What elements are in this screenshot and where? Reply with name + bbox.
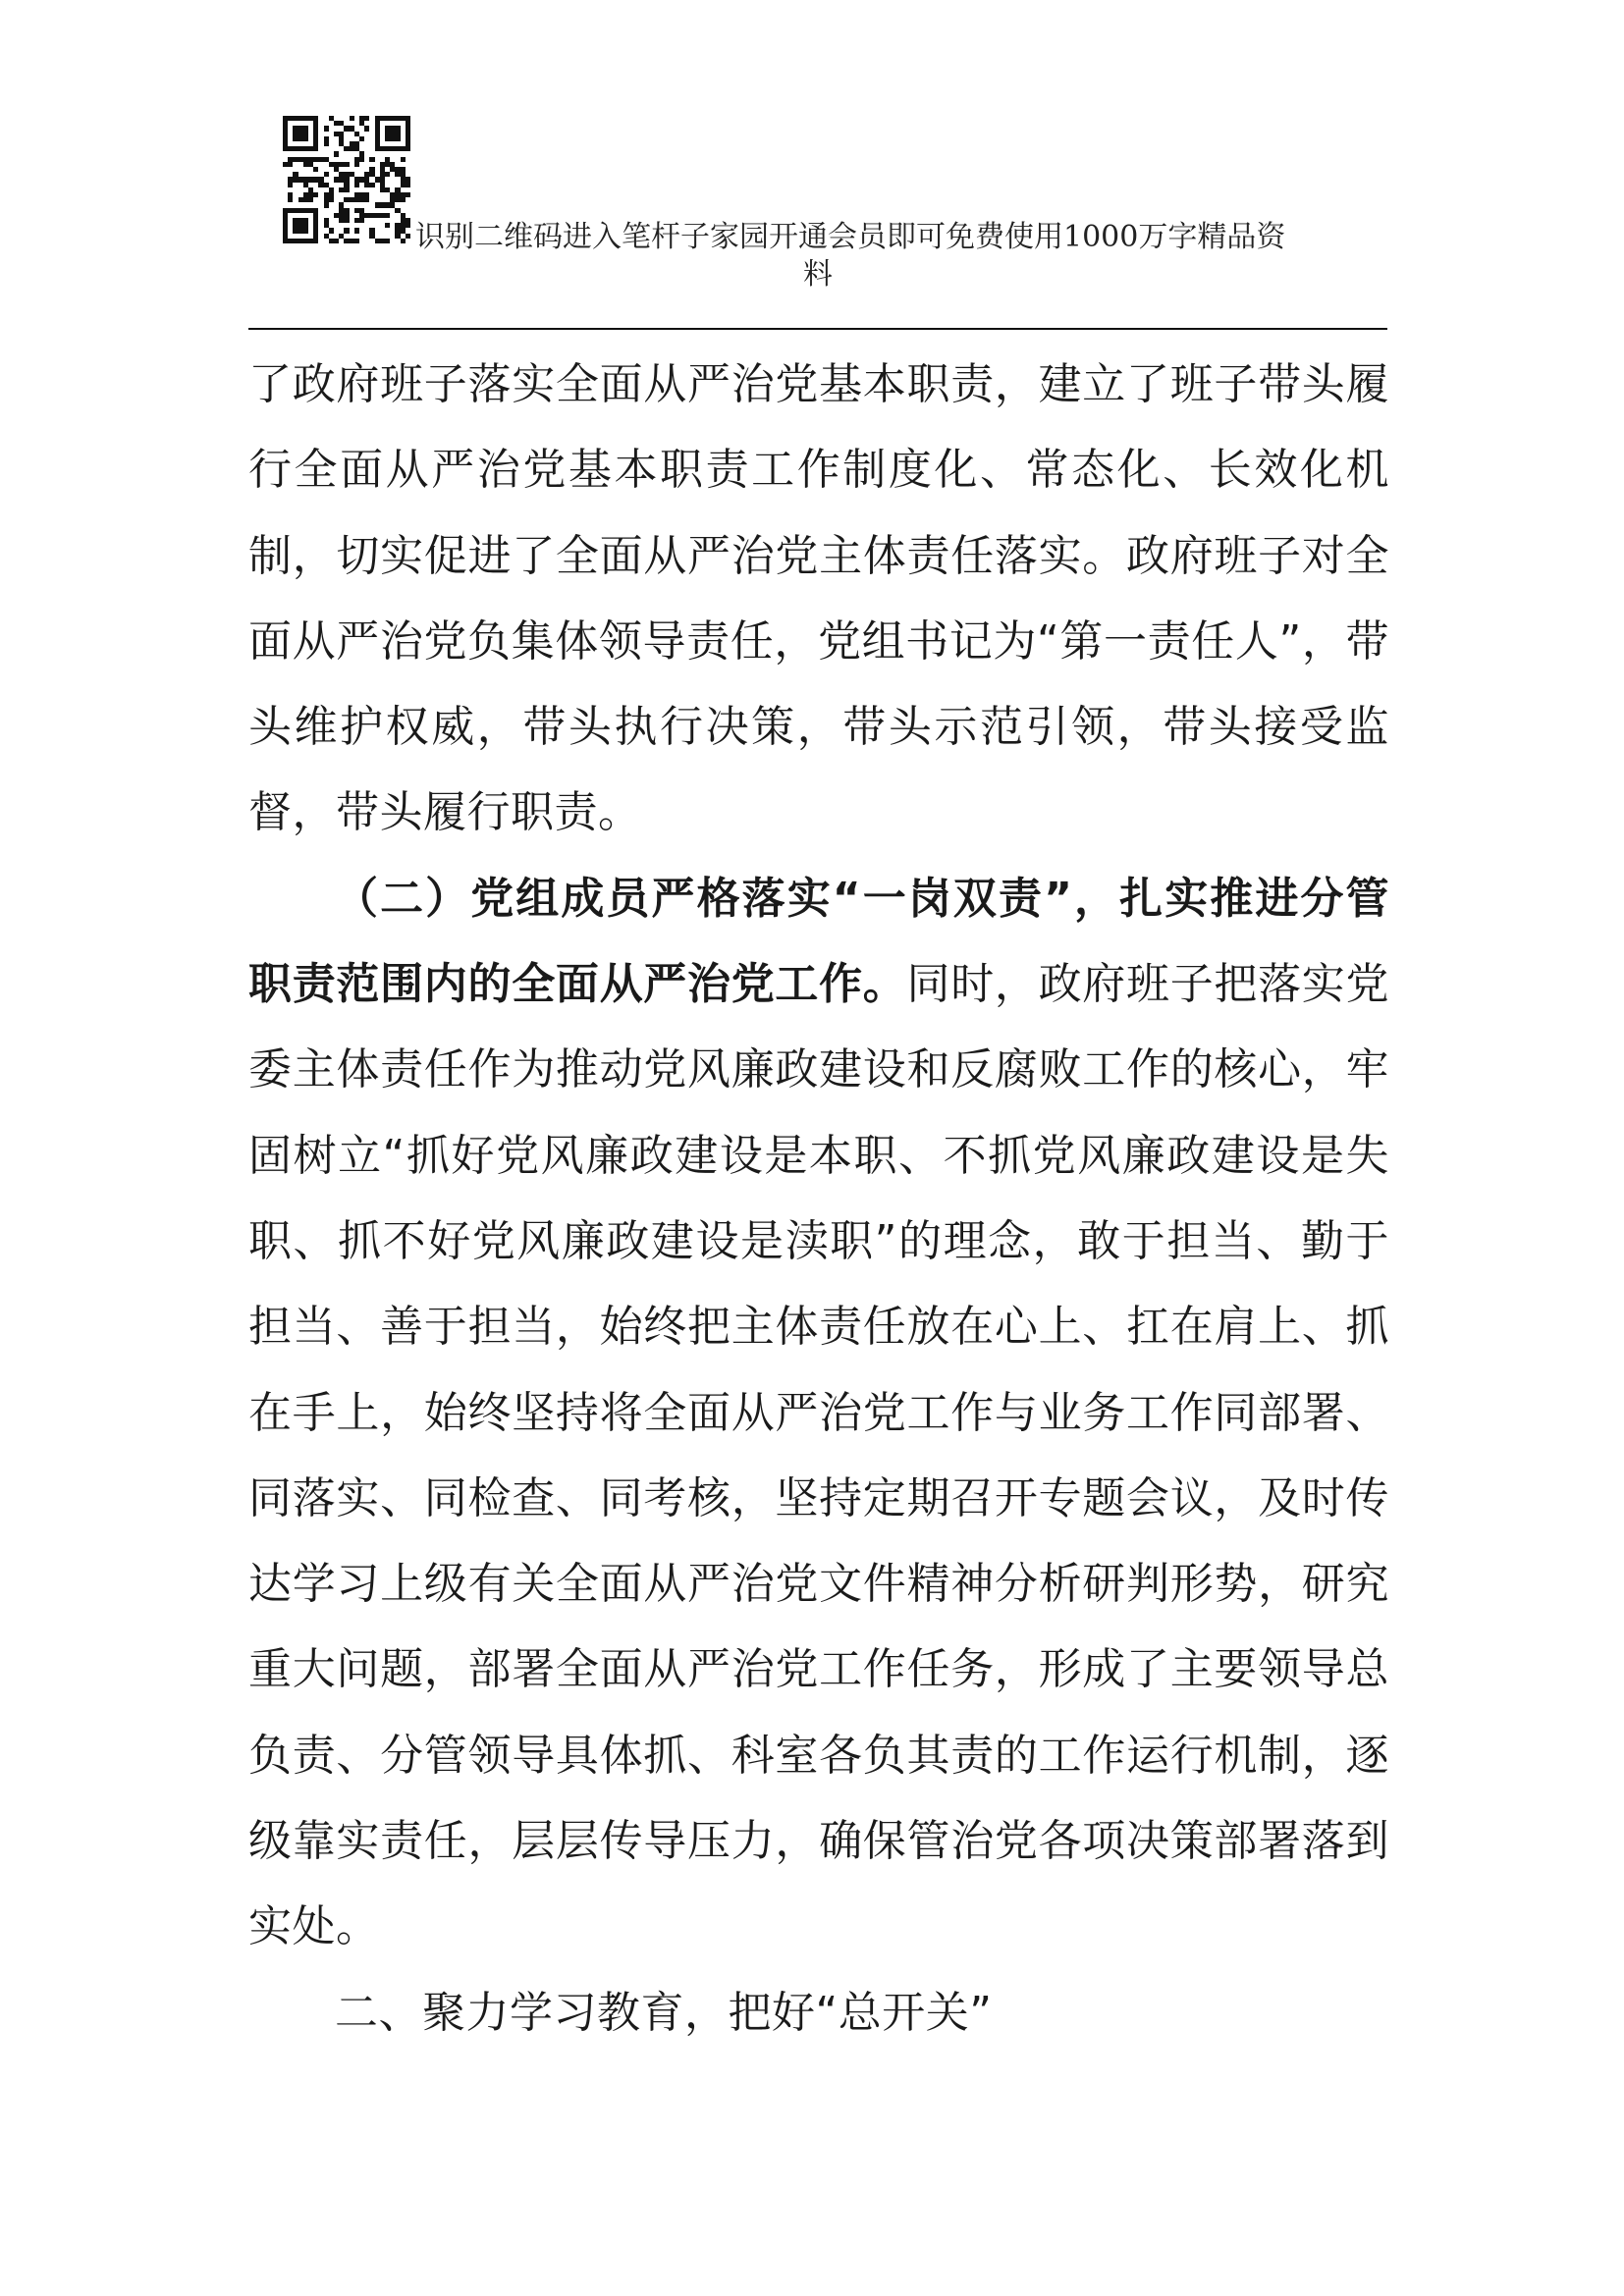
paragraph-2-text: 同时，政府班子把落实党委主体责任作为推动党风廉政建设和反腐败工作的核心，牢固树立“抓好党风廉政建设是本职、不抓党风廉政建设是失职、抓不好党风廉政建设是渎职”的理念，敢于担当、勤于担当、善于担当，始终把主体责任放在心上、扛在肩上、抓在手上，始终坚持将全面从严治党工作与业务工作同部署、同落实、同检查、同考核，坚持定期召开专题会议，及时传达学习上级有关全面从严治党文件精神分析研判形势，研究重大问题，部署全面从严治党工作任务，形成了主要领导总负责、分管领导具体抓、科室各负其责的工作运行机制，逐级靠实责任，层层传导压力，确保管治党各项决策部署落到实处。 <box>248 959 1389 1952</box>
header-divider <box>248 328 1387 330</box>
paragraph-2 <box>248 856 1389 1970</box>
document-body <box>248 342 1389 2056</box>
paragraph-1: 了政府班子落实全面从严治党基本职责，建立了班子带头履行全面从严治党基本职责工作制度化、常态化、长效化机制，切实促进了全面从严治党主体责任落实。政府班子对全面从严治党负集体领导责任，党组书记为“第一责任人”，带头维护权威，带头执行决策，带头示范引领，带头接受监督，带头履行职责。 <box>248 359 1389 838</box>
page-header <box>248 116 1387 302</box>
subsection-heading: （二）党组成员严格落实“一岗双责”，扎实推进分管职责范围内的全面从严治党工作。 <box>248 873 1389 1010</box>
notice-line-1: 识别二维码进入笔杆子家园开通会员即可免费使用1000万字精品资 <box>415 220 1286 254</box>
section-title: 二、聚力学习教育，把好“总开关” <box>335 1987 993 2038</box>
membership-notice <box>248 219 1387 294</box>
notice-line-2: 料 <box>803 257 833 292</box>
